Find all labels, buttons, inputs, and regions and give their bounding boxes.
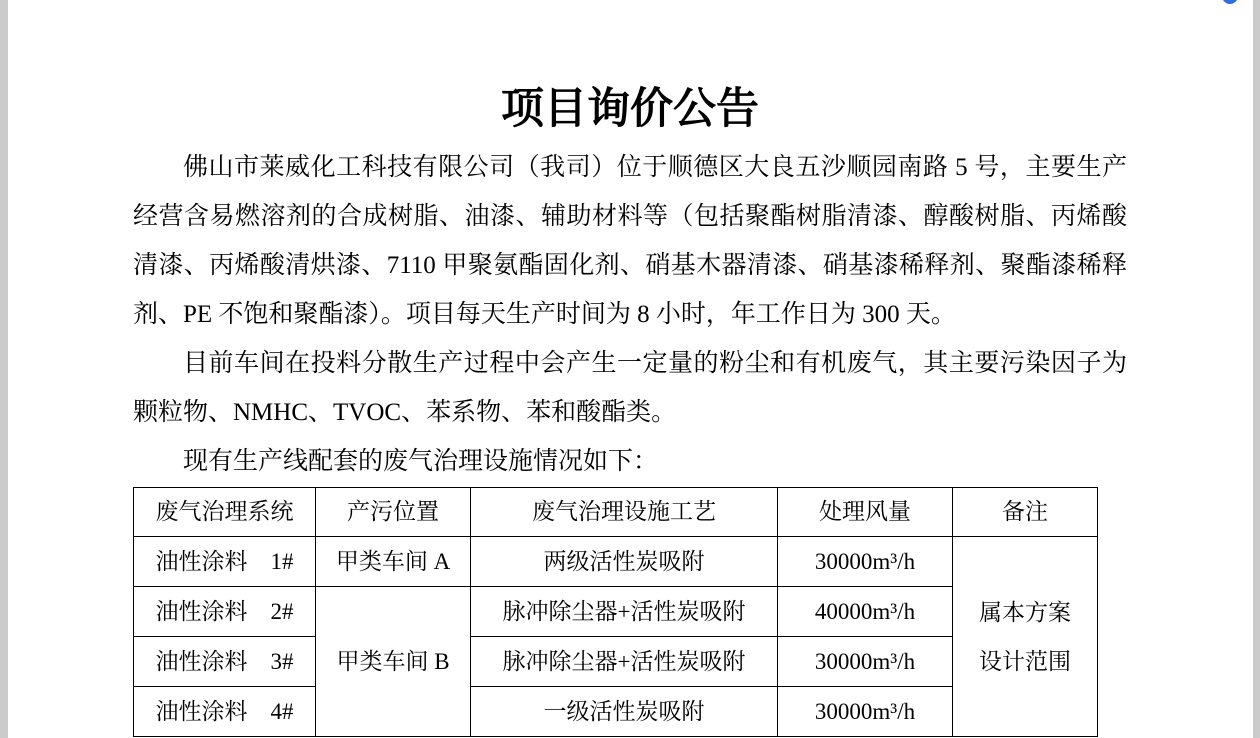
table-row — [134, 537, 1098, 587]
cell-airflow: 30000m³/h — [778, 687, 953, 737]
cell-process: 脉冲除尘器+活性炭吸附 — [471, 637, 778, 687]
cell-airflow: 30000m³/h — [778, 637, 953, 687]
cell-airflow: 40000m³/h — [778, 587, 953, 637]
paragraph-pollutants: 目前车间在投料分散生产过程中会产生一定量的粉尘和有机废气，其主要污染因子为颗粒物、NMHC、TVOC、苯系物、苯和酸酯类。 — [133, 350, 1127, 426]
header-process: 废气治理设施工艺 — [471, 488, 778, 537]
cell-remark — [953, 537, 1098, 737]
cell-airflow: 30000m³/h — [778, 537, 953, 587]
remark-line-2: 设计范围 — [979, 648, 1071, 674]
floating-action-button[interactable] — [1222, 0, 1238, 4]
page-margin-right — [1253, 0, 1260, 738]
header-location: 产污位置 — [316, 488, 471, 537]
paragraph-table-lead-in: 现有生产线配套的废气治理设施情况如下： — [183, 448, 659, 475]
remark-line-1: 属本方案 — [979, 599, 1071, 625]
cell-process: 两级活性炭吸附 — [471, 537, 778, 587]
treatment-facilities-table — [133, 487, 1098, 737]
header-airflow: 处理风量 — [778, 488, 953, 537]
header-remark: 备注 — [953, 488, 1098, 537]
cell-system: 油性涂料 4# — [134, 687, 316, 737]
cell-process: 一级活性炭吸附 — [471, 687, 778, 737]
cell-location: 甲类车间 B — [316, 587, 471, 737]
table-header-row — [134, 488, 1098, 537]
cell-system: 油性涂料 1# — [134, 537, 316, 587]
cell-system: 油性涂料 2# — [134, 587, 316, 637]
header-system: 废气治理系统 — [134, 488, 316, 537]
paragraph-company-intro: 佛山市莱威化工科技有限公司（我司）位于顺德区大良五沙顺园南路 5 号，主要生产经营含易燃溶剂的合成树脂、油漆、辅助材料等（包括聚酯树脂清漆、醇酸树脂、丙烯酸清漆、丙烯酸清烘漆、7110 甲聚氨酯固化剂、硝基木器清漆、硝基漆稀释剂、聚酯漆稀释剂、PE 不饱和聚酯漆）。项目每天生产时间为 8 小时，年工作日为 300 天。 — [133, 154, 1127, 328]
cell-process: 脉冲除尘器+活性炭吸附 — [471, 587, 778, 637]
cell-system: 油性涂料 3# — [134, 637, 316, 687]
document-page — [133, 0, 1127, 737]
page-margin-left — [0, 0, 8, 738]
cell-location: 甲类车间 A — [316, 537, 471, 587]
document-title: 项目询价公告 — [501, 86, 759, 133]
